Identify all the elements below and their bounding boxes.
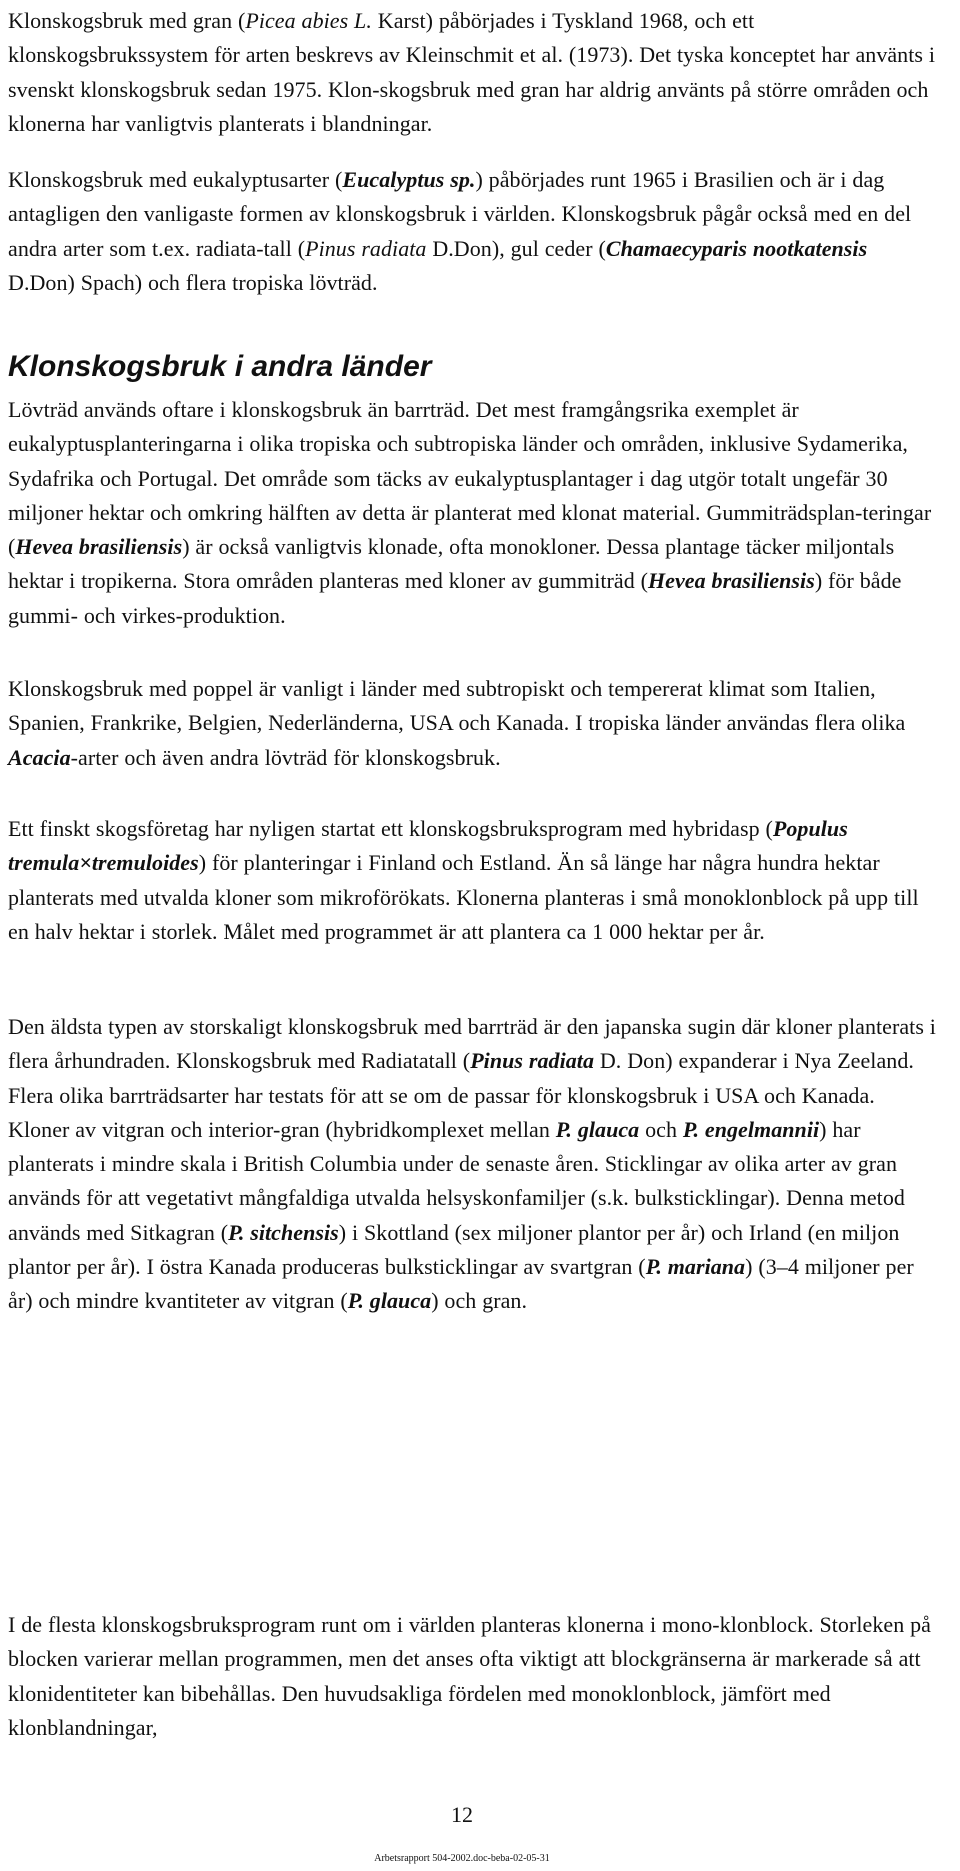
page-number: 12 <box>451 1802 473 1827</box>
paragraph-eucalyptus: Klonskogsbruk med eukalyptusarter (Eucalyptus sp.) påbörjades runt 1965 i Brasilien och är i dag antagligen den vanligaste formen av klonskogsbruk i världen. Klonskogsbruk pågår också med en del andra arter som t.ex. radiata-tall (Pinus radiata D.Don), gul ceder (Chamaecyparis nootkatensis D.Don) Spach) och flera tropiska lövträd. <box>8 167 912 295</box>
paragraph-hybridasp: Ett finskt skogsföretag har nyligen startat ett klonskogsbruksprogram med hybridasp (Populus tremula×tremuloides) för planteringar i Finland och Estland. Än så länge har några hundra hektar planterats med utvalda kloner som mikroförökats. Klonerna planteras i små monoklonblock på upp till en halv hektar i storlek. Målet med programmet är att plantera ca 1 000 hektar per år. <box>8 816 919 944</box>
section-heading: Klonskogsbruk i andra länder <box>8 350 432 383</box>
paragraph-poppel: Klonskogsbruk med poppel är vanligt i länder med subtropiskt och tempererat klimat som Italien, Spanien, Frankrike, Belgien, Nederländerna, USA och Kanada. I tropiska länder användas flera olika Acacia-arter och även andra lövträd för klonskogsbruk. <box>8 676 906 770</box>
paragraph-lovtrad: Lövträd används oftare i klonskogsbruk än barrträd. Det mest framgångsrika exemplet är eukalyptusplanteringarna i olika tropiska och subtropiska länder och områden, inklusive Sydamerika, Sydafrika och Portugal. Det område som täcks av eukalyptusplantager i dag utgör totalt ungefär 30 miljoner hektar och omkring hälften av detta är planterat med klonat material. Gummiträdsplan-teringar (Hevea brasiliensis) är också vanligtvis klonade, ofta monokloner. Dessa plantage täcker miljontals hektar i tropikerna. Stora områden planteras med kloner av gummiträd (Hevea brasiliensis) för både gummi- och virkes-produktion. <box>8 397 932 628</box>
paragraph-picea-abies: Klonskogsbruk med gran (Picea abies L. Karst) påbörjades i Tyskland 1968, och ett klonskogsbrukssystem för arten beskrevs av Kleinschmit et al. (1973). Det tyska konceptet har använts i svenskt klonskogsbruk sedan 1975. Klon-skogsbruk med gran har aldrig använts på större områden och klonerna har vanligtvis planterats i blandningar. <box>8 8 936 136</box>
paragraph-barrtrad: Den äldsta typen av storskaligt klonskogsbruk med barrträd är den japanska sugin där kloner planterats i flera århundraden. Klonskogsbruk med Radiatatall (Pinus radiata D. Don) expanderar i Nya Zeeland. Flera olika barrträdsarter har testats för att se om de passar för klonskogsbruk i USA och Kanada. Kloner av vitgran och interior-gran (hybridkomplexet mellan P. glauca och P. engelmannii) har planterats i mindre skala i British Columbia under de senaste åren. Sticklingar av olika arter av gran används för att vegetativt mångfaldiga utvalda helsyskonfamiljer (s.k. bulksticklingar). Denna metod används med Sitkagran (P. sitchensis) i Skottland (sex miljoner plantor per år) och Irland (en miljon plantor per år). I östra Kanada produceras bulksticklingar av svartgran (P. mariana) (3–4 miljoner per år) och mindre kvantiteter av vitgran (P. glauca) och gran. <box>8 1014 936 1314</box>
document-reference: Arbetsrapport 504-2002.doc-beba-02-05-31 <box>374 1853 550 1864</box>
paragraph-monoklonblock: I de flesta klonskogsbruksprogram runt om i världen planteras klonerna i mono-klonblock. Storleken på blocken varierar mellan programmen, men det anses ofta viktigt att blockgränserna är markerade så att klonidentiteter kan bibehållas. Den huvudsakliga fördelen med monoklonblock, jämfört med klonblandningar, <box>8 1612 931 1740</box>
